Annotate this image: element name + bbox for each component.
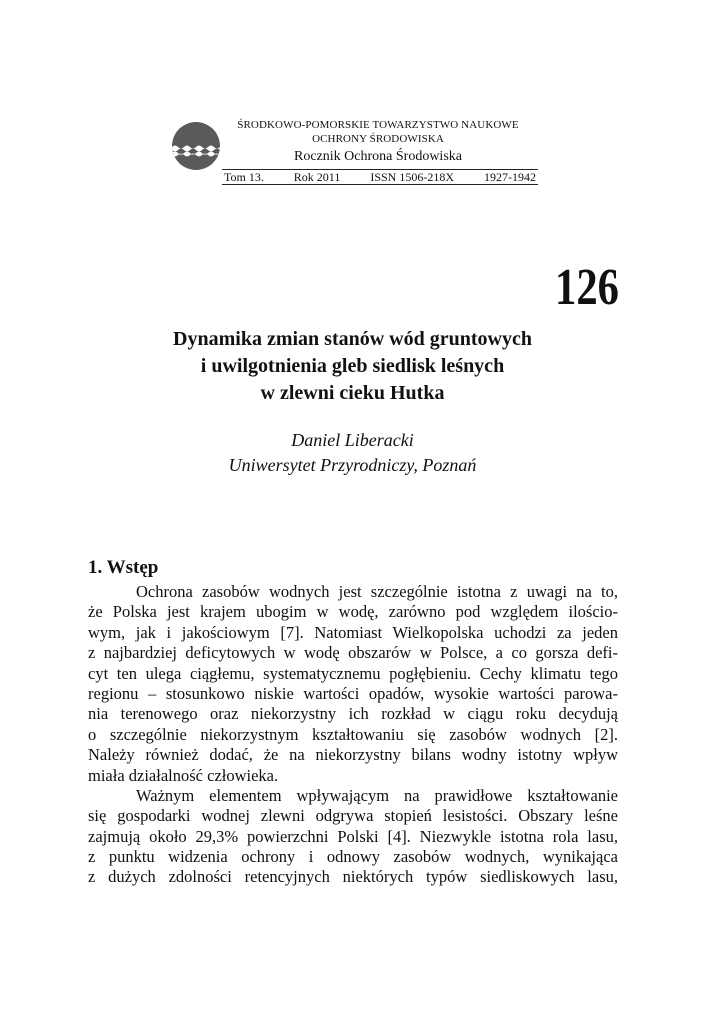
article-title [60, 326, 645, 407]
author-name: Daniel Liberacki [291, 430, 414, 450]
issn: ISSN 1506-218X [370, 170, 454, 184]
section-heading: 1. Wstęp [88, 557, 159, 578]
body-line: o szczególnie niekorzystnym kształtowaniu się zasobów wodnych [2]. [88, 724, 618, 744]
body-line: Ochrona zasobów wodnych jest szczególnie istotna z uwagi na to, [136, 582, 618, 601]
page-range: 1927-1942 [483, 170, 536, 184]
year: Rok 2011 [293, 170, 341, 184]
body-line: się gospodarki wodnej zlewni odgrywa stopień lesistości. Obszary leśne [88, 806, 618, 826]
body-line: nia terenowego oraz niekorzystny ich rozkład w ciągu roku decydują [88, 704, 618, 724]
society-name-line2: OCHRONY ŚRODOWISKA [312, 133, 444, 145]
journal-header [170, 118, 538, 190]
body-line: z punktu widzenia ochrony i odnowy zasobów wodnych, wynikająca [88, 847, 618, 867]
body-line: Ważnym elementem wpływającym na prawidłowe kształtowanie [136, 785, 618, 805]
author-block [60, 428, 645, 478]
society-name-line1: ŚRODKOWO-POMORSKIE TOWARZYSTWO NAUKOWE [237, 119, 519, 131]
body-line: że Polska jest krajem ubogim w wodę, zarówno pod względem ilościo- [88, 602, 618, 622]
title-line: i uwilgotnienia gleb siedlisk leśnych [200, 355, 505, 377]
body-line: Należy również dodać, że na niekorzystny bilans wodny istotny wpływ [88, 745, 618, 765]
title-line: Dynamika zmian stanów wód gruntowych [173, 328, 532, 350]
journal-name: Rocznik Ochrona Środowiska [294, 149, 462, 164]
body-line: z najbardziej deficytowych w wodę obszarów w Polsce, a co gorsza defi- [88, 643, 618, 663]
journal-meta [222, 169, 538, 185]
society-logo-icon [172, 122, 220, 170]
volume: Tom 13. [224, 170, 264, 184]
title-line: w zlewni cieku Hutka [260, 382, 445, 404]
body-line: regionu – stosunkowo niskie wartości opadów, wysokie wartości parowa- [88, 683, 618, 703]
body-line: zajmują około 29,3% powierzchni Polski [4]. Niezwykle istotna rola lasu, [88, 826, 618, 846]
body-line: wym, jak i jakościowym [7]. Natomiast Wielkopolska uchodzi za jeden [88, 622, 618, 642]
body-line: miała działalność człowieka. [88, 765, 279, 785]
body-text [88, 582, 618, 888]
body-line: cyt ten ulega ciągłemu, systematycznemu pogłębieniu. Cechy klimatu tego [88, 663, 618, 683]
article-number: 126 [555, 259, 619, 316]
affiliation: Uniwersytet Przyrodniczy, Poznań [228, 455, 477, 475]
body-line: z dużych zdolności retencyjnych niektórych typów siedliskowych lasu, [88, 867, 618, 887]
